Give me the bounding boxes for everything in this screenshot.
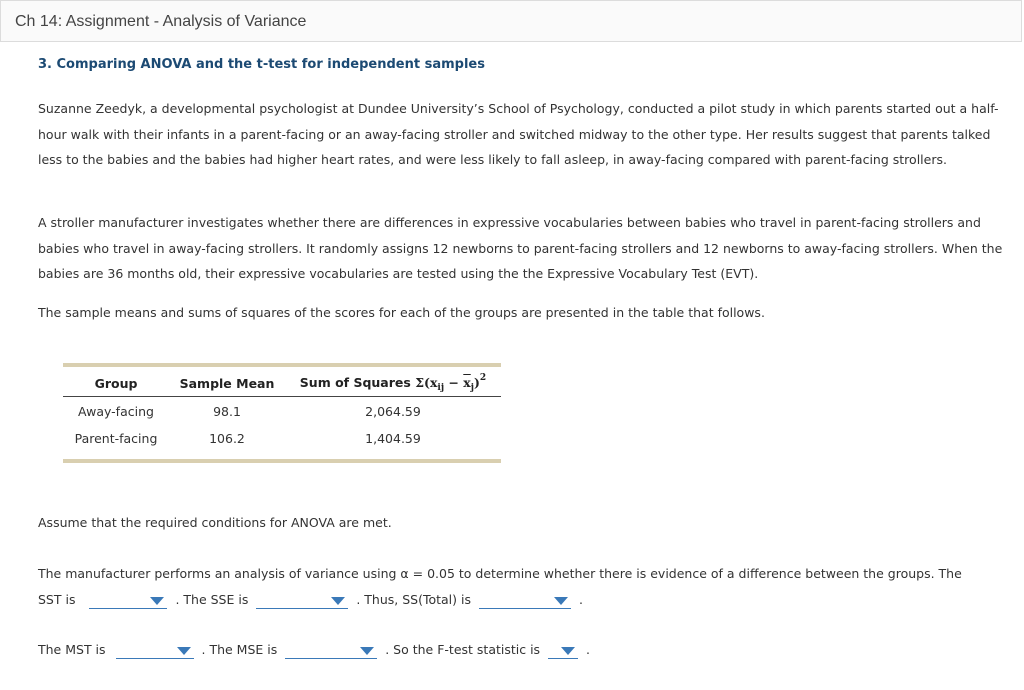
header-sum-of-squares bbox=[285, 373, 501, 393]
table-header-rule bbox=[63, 396, 501, 397]
header-sample-mean: Sample Mean bbox=[179, 376, 275, 391]
assignment-title: Ch 14: Assignment - Analysis of Variance bbox=[15, 13, 307, 30]
mst-dropdown[interactable] bbox=[116, 642, 194, 659]
assumption-text: Assume that the required conditions for ANOVA are met. bbox=[38, 515, 392, 530]
header-sum-of-squares-label: Sum of Squares bbox=[299, 375, 411, 390]
row-away-ss: 2,064.59 bbox=[365, 404, 421, 419]
table-top-rule bbox=[63, 363, 501, 367]
f-stat-dropdown[interactable] bbox=[548, 642, 578, 659]
period: . bbox=[586, 642, 591, 657]
study-paragraph: A stroller manufacturer investigates whether there are differences in expressive vocabularies between babies who travel in parent-facing strollers and babies who travel in away-facing strollers. It randomly assigns 12 newborns to parent-facing strollers and 12 newborns to away-facing strollers. When the babies are 36 months old, their expressive vocabularies are tested using the the Expressive Vocabulary Test (EVT). bbox=[38, 215, 1003, 281]
table-intro-paragraph: The sample means and sums of squares of the scores for each of the groups are presented in the table that follows. bbox=[38, 305, 765, 320]
row-parent-mean: 106.2 bbox=[209, 431, 245, 446]
chevron-down-icon bbox=[177, 647, 191, 655]
mst-label: The MST is bbox=[38, 642, 106, 657]
f-stat-label: . So the F-test statistic is bbox=[385, 642, 541, 657]
anova-question-line: The manufacturer performs an analysis of variance using α = 0.05 to determine whether there is evidence of a difference between the groups. The bbox=[38, 566, 962, 581]
question-title: 3. Comparing ANOVA and the t-test for independent samples bbox=[38, 57, 485, 72]
row-away-group: Away-facing bbox=[78, 404, 154, 419]
row-away-mean: 98.1 bbox=[213, 404, 241, 419]
chevron-down-icon bbox=[150, 597, 164, 605]
sum-of-squares-formula: $\Sigma(x_{ij} - \overline{x}_j)^2$ bbox=[415, 373, 487, 393]
assignment-header-bar bbox=[0, 0, 1022, 42]
sample-statistics-table bbox=[63, 363, 501, 463]
table-bottom-rule bbox=[63, 459, 501, 463]
ss-total-dropdown[interactable] bbox=[479, 592, 571, 609]
anova-answer-row-1 bbox=[38, 587, 583, 612]
row-parent-group: Parent-facing bbox=[74, 431, 158, 446]
header-group: Group bbox=[94, 376, 138, 391]
sse-dropdown[interactable] bbox=[256, 592, 348, 609]
anova-answer-row-2 bbox=[38, 637, 590, 662]
chevron-down-icon bbox=[331, 597, 345, 605]
period: . bbox=[578, 592, 583, 607]
sst-dropdown[interactable] bbox=[89, 592, 167, 609]
ss-total-label: . Thus, SS(Total) is bbox=[356, 592, 471, 607]
intro-paragraph: Suzanne Zeedyk, a developmental psychologist at Dundee University’s School of Psychology, conducted a pilot study in which parents started out a half-hour walk with their infants in a parent-facing or an away-facing stroller and switched midway to the other type. Her results suggest that parents talked less to the babies and the babies had higher heart rates, and were less likely to fall asleep, in away-facing compared with parent-facing strollers. bbox=[38, 101, 999, 167]
mse-dropdown[interactable] bbox=[285, 642, 377, 659]
sse-label: . The SSE is bbox=[175, 592, 249, 607]
row-parent-ss: 1,404.59 bbox=[365, 431, 421, 446]
chevron-down-icon bbox=[561, 647, 575, 655]
chevron-down-icon bbox=[554, 597, 568, 605]
chevron-down-icon bbox=[360, 647, 374, 655]
sst-label: SST is bbox=[38, 592, 76, 607]
mse-label: . The MSE is bbox=[201, 642, 278, 657]
